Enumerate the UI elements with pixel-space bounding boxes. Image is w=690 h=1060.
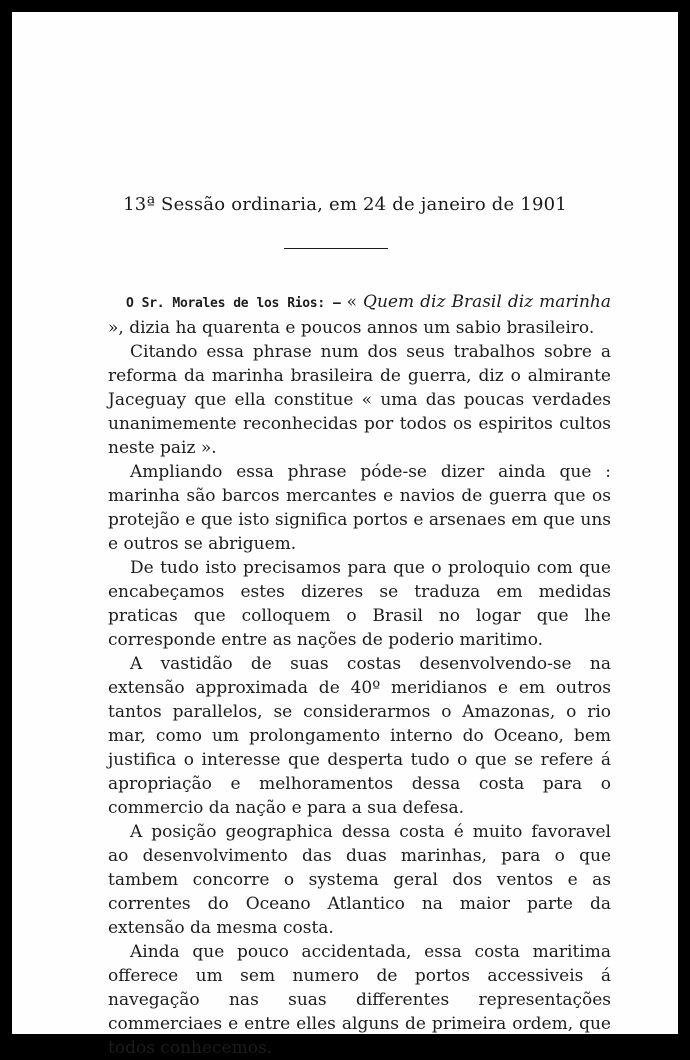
paragraph: De tudo isto precisamos para que o proloquio com que encabeçamos estes dizeres se traduza em medidas praticas que colloquem o Brasil no logar que lhe corresponde entre as nações de poderio maritimo. [108,558,611,650]
speaker-name: O Sr. Morales de los Rios: — [126,296,341,311]
quote-open: « [340,292,364,312]
quote-close: », dizia ha quarenta e poucos annos um sabio brasileiro. [108,318,595,338]
document-page [12,12,678,1058]
paragraph: A posição geographica dessa costa é muito favoravel ao desenvolvimento das duas marinhas, para o que tambem concorre o systema geral dos ventos e as correntes do Oceano Atlantico na maior parte da extensão da mesma costa. [108,822,611,938]
document-body [108,290,611,1060]
quote-text: Quem diz Brasil diz marinha [363,292,611,312]
session-title: 13ª Sessão ordinaria, em 24 de janeiro de 1901 [123,194,567,215]
paragraph: Ainda que pouco accidentada, essa costa maritima offerece um sem numero de portos accessiveis á navegação nas suas differentes representações commerciaes e entre elles alguns de primeira ordem, que todos conhecemos. [108,942,611,1058]
paragraph: Citando essa phrase num dos seus trabalhos sobre a reforma da marinha brasileira de guerra, diz o almirante Jaceguay que ella constitue « uma das poucas verdades unanimemente reconhecidas por todos os espiritos cultos neste paiz ». [108,342,611,458]
paragraph: A vastidão de suas costas desenvolvendo-se na extensão approximada de 40º meridianos e em outros tantos parallelos, se considerarmos o Amazonas, o rio mar, como um prolongamento interno do Oceano, bem justifica o interesse que desperta tudo o que se refere á apropriação e melhoramentos dessa costa para o commercio da nação e para a sua defesa. [108,654,611,818]
opening-paragraph [108,290,611,340]
title-divider [284,248,388,249]
paragraph: Ampliando essa phrase póde-se dizer ainda que : marinha são barcos mercantes e navios de guerra que os protejão e que isto significa portos e arsenaes em que uns e outros se abriguem. [108,462,611,554]
